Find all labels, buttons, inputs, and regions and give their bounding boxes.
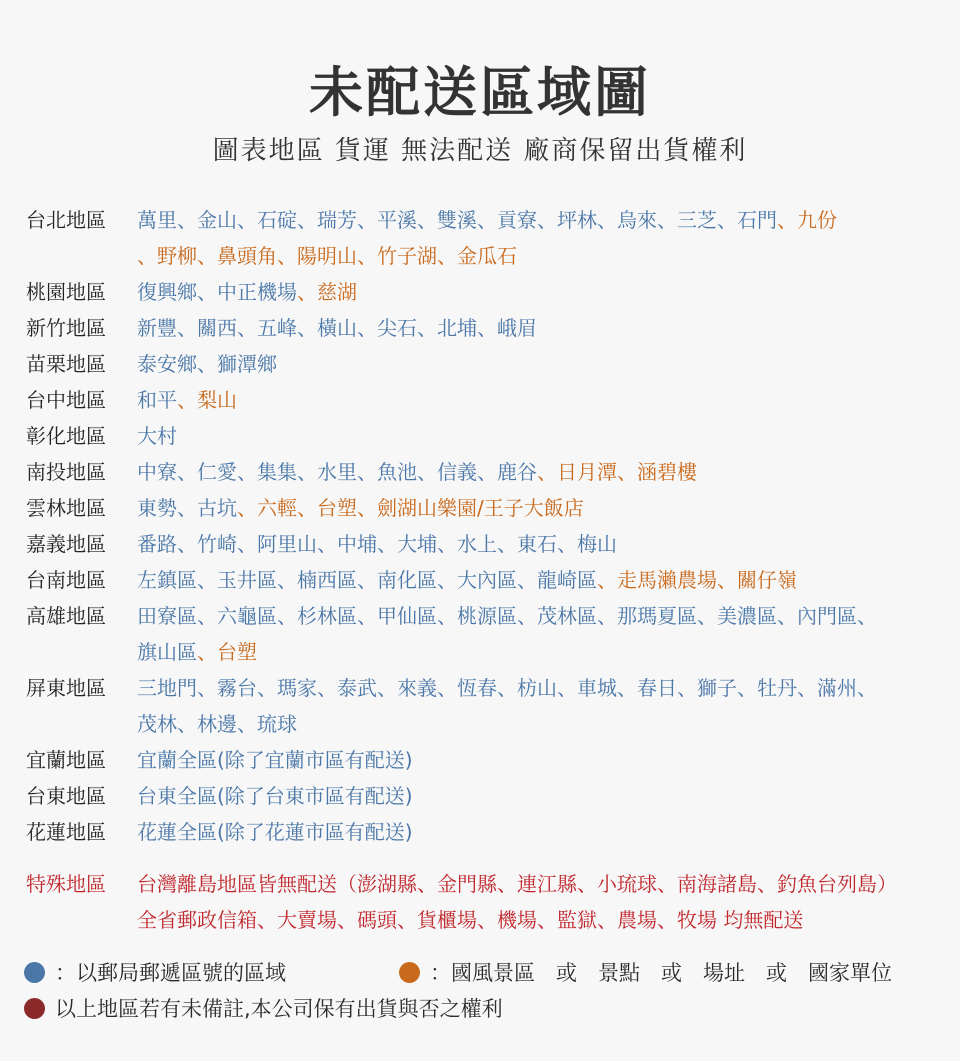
region-areas: [137, 274, 937, 310]
red-dot-icon: [24, 998, 45, 1019]
area-segment-blue: 番路、竹崎、阿里山、中埔、大埔、水上、東石、梅山: [137, 532, 617, 556]
area-segment-blue: 新豐、關西、五峰、橫山、尖石、北埔、峨眉: [137, 316, 537, 340]
region-areas-line: [137, 634, 937, 670]
region-row: [0, 490, 960, 526]
region-label: 苗栗地區: [26, 352, 106, 376]
region-areas-line: [137, 202, 937, 238]
area-segment-blue: 旗山區: [137, 640, 197, 664]
area-segment-orange: 、野柳、鼻頭角、陽明山、竹子湖、金瓜石: [137, 244, 517, 268]
area-segment-orange: 、台塑: [197, 640, 257, 664]
area-segment-orange: 、日月潭、涵碧樓: [537, 460, 697, 484]
region-row: [0, 670, 960, 742]
area-segment-blue: 台東全區(除了台東市區有配送): [137, 784, 413, 808]
region-areas-line: [137, 454, 937, 490]
region-label: 宜蘭地區: [26, 748, 106, 772]
area-segment-blue: 泰安鄉、獅潭鄉: [137, 352, 277, 376]
area-segment-orange: 、梨山: [177, 388, 237, 412]
blue-dot-icon: [24, 962, 45, 983]
area-segment-orange: 、走馬瀨農場、關仔嶺: [597, 568, 797, 592]
region-areas: [137, 490, 937, 526]
region-label: 屏東地區: [26, 676, 106, 700]
area-segment-red: 台灣離島地區皆無配送（澎湖縣、金門縣、連江縣、小琉球、南海諸島、釣魚台列島）: [137, 872, 897, 896]
region-areas-line: [137, 346, 937, 382]
region-areas: [137, 526, 937, 562]
area-segment-blue: 左鎮區、玉井區、楠西區、南化區、大內區、龍崎區: [137, 568, 597, 592]
region-areas-line: [137, 418, 937, 454]
region-areas: [137, 418, 937, 454]
region-row: [0, 526, 960, 562]
area-segment-blue: 和平: [137, 388, 177, 412]
region-areas: [137, 598, 937, 670]
region-row: [0, 202, 960, 274]
region-areas: [137, 778, 937, 814]
region-areas: [137, 562, 937, 598]
region-areas: [137, 454, 937, 490]
region-areas-line: [137, 526, 937, 562]
region-label: 新竹地區: [26, 316, 106, 340]
legend-row-1: [24, 954, 936, 990]
region-row: [0, 454, 960, 490]
area-segment-blue: 東勢、古坑: [137, 496, 237, 520]
legend-item-scenic: [399, 957, 892, 987]
region-label: 彰化地區: [26, 424, 106, 448]
region-row: [0, 598, 960, 670]
region-areas-line: [137, 310, 937, 346]
region-label: 花蓮地區: [26, 820, 106, 844]
legend-item-postal: [24, 957, 399, 987]
area-segment-orange: 、六輕、台塑、劍湖山樂園/王子大飯店: [237, 496, 584, 520]
region-label: 高雄地區: [26, 604, 106, 628]
region-areas: [137, 742, 937, 778]
area-segment-blue: 萬里、金山、石碇、瑞芳、平溪、雙溪、貢寮、坪林、烏來、三芝、石門: [137, 208, 777, 232]
region-areas: [137, 670, 937, 742]
region-label: 台南地區: [26, 568, 106, 592]
region-areas: [137, 310, 937, 346]
region-row: [0, 382, 960, 418]
region-areas: [137, 866, 937, 938]
region-label: 台中地區: [26, 388, 106, 412]
area-segment-blue: 大村: [137, 424, 177, 448]
legend-item-notice: [24, 993, 503, 1023]
region-areas: [137, 202, 937, 274]
region-areas-line: [137, 490, 937, 526]
region-label: 雲林地區: [26, 496, 106, 520]
page-title: 未配送區域圖: [309, 61, 651, 124]
region-areas-line: [137, 778, 937, 814]
legend: [24, 954, 936, 1026]
region-label: 台北地區: [26, 208, 106, 232]
region-areas-line: [137, 238, 937, 274]
area-segment-blue: 田寮區、六龜區、杉林區、甲仙區、桃源區、茂林區、那瑪夏區、美濃區、內門區、: [137, 604, 877, 628]
region-areas: [137, 382, 937, 418]
legend-postal-label: ：以郵局郵遞區號的區域: [55, 961, 286, 985]
legend-row-2: [24, 990, 936, 1026]
region-row: [0, 742, 960, 778]
area-segment-blue: 花蓮全區(除了花蓮市區有配送): [137, 820, 413, 844]
region-areas-line: [137, 562, 937, 598]
region-label: 桃園地區: [26, 280, 106, 304]
region-row: [0, 418, 960, 454]
area-segment-red: 全省郵政信箱、大賣場、碼頭、貨櫃場、機場、監獄、農場、牧場 均無配送: [137, 908, 804, 932]
region-label: 特殊地區: [26, 872, 106, 896]
region-areas: [137, 346, 937, 382]
region-label: 南投地區: [26, 460, 106, 484]
region-row: [0, 346, 960, 382]
area-segment-blue: 宜蘭全區(除了宜蘭市區有配送): [137, 748, 413, 772]
region-row: [0, 778, 960, 814]
area-segment-blue: 三地門、霧台、瑪家、泰武、來義、恆春、枋山、車城、春日、獅子、牡丹、滿州、: [137, 676, 877, 700]
region-areas-line: [137, 814, 937, 850]
region-row: [0, 310, 960, 346]
region-label: 台東地區: [26, 784, 106, 808]
region-areas-line: [137, 902, 937, 938]
special-region-row: [0, 866, 960, 938]
region-row: [0, 814, 960, 850]
region-areas-line: [137, 598, 937, 634]
region-areas: [137, 814, 937, 850]
area-segment-blue: 茂林、林邊、琉球: [137, 712, 297, 736]
area-segment-blue: 復興鄉、中正機場: [137, 280, 297, 304]
area-segment-orange: 、九份: [777, 208, 837, 232]
area-segment-blue: 中寮、仁愛、集集、水里、魚池、信義、鹿谷: [137, 460, 537, 484]
region-list: [0, 202, 960, 938]
region-areas-line: [137, 670, 937, 706]
region-areas-line: [137, 706, 937, 742]
region-label: 嘉義地區: [26, 532, 106, 556]
region-areas-line: [137, 866, 937, 902]
region-row: [0, 274, 960, 310]
legend-notice-label: 以上地區若有未備註,本公司保有出貨與否之權利: [55, 997, 503, 1021]
page-subtitle: 圖表地區 貨運 無法配送 廠商保留出貨權利: [212, 136, 748, 166]
area-segment-orange: 、慈湖: [297, 280, 357, 304]
legend-scenic-label: ：國風景區 或 景點 或 場址 或 國家單位: [430, 961, 892, 985]
region-areas-line: [137, 742, 937, 778]
region-areas-line: [137, 382, 937, 418]
orange-dot-icon: [399, 962, 420, 983]
region-row: [0, 562, 960, 598]
region-areas-line: [137, 274, 937, 310]
